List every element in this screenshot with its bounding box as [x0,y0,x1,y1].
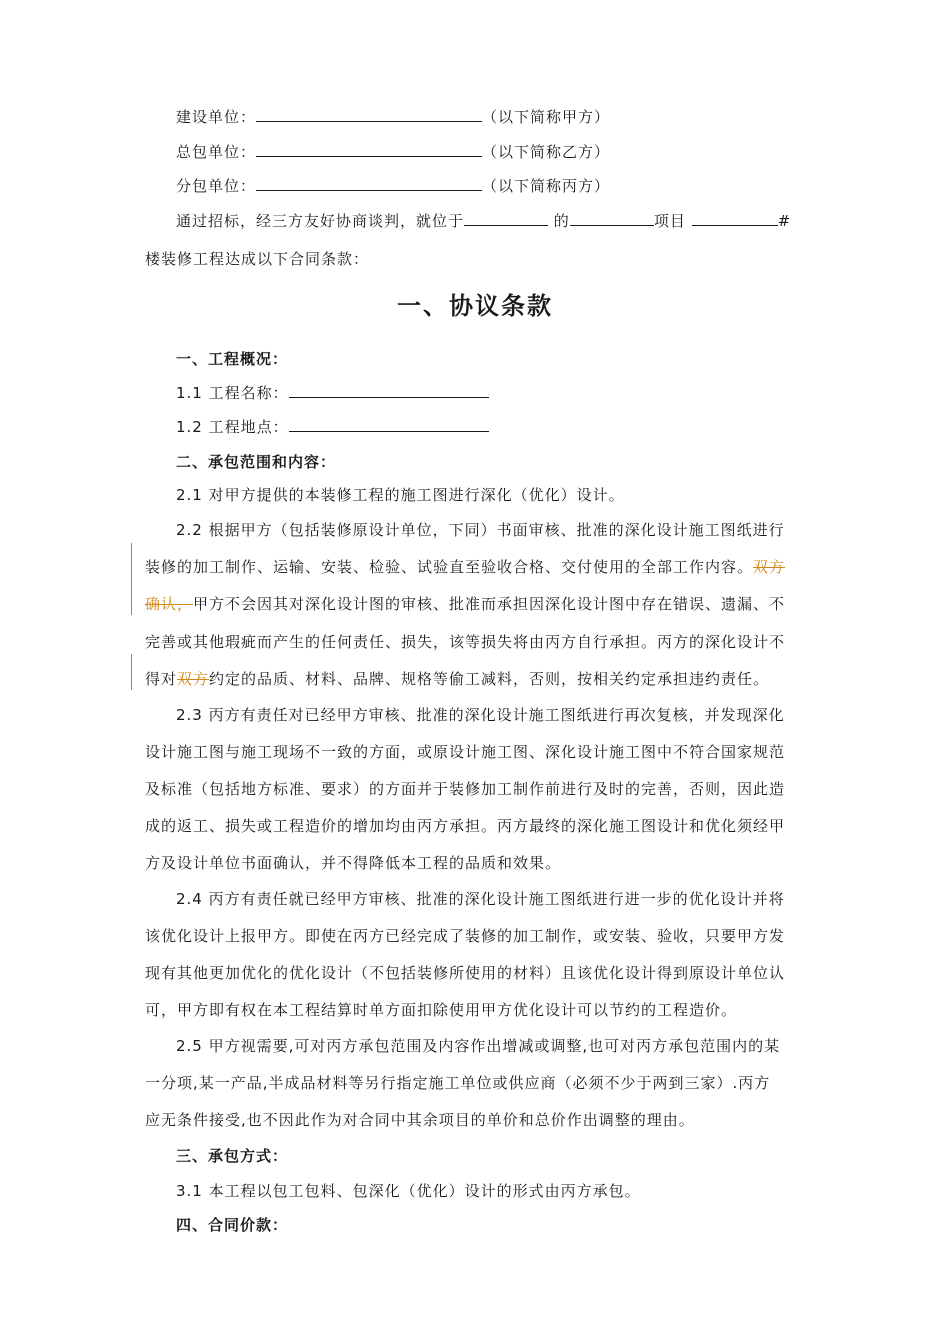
section-title: 一、协议条款 [397,292,553,320]
p23-line4: 成的返工、损失或工程造价的增加均由丙方承担。丙方最终的深化施工图设计和优化须经甲 [145,817,786,835]
s3-heading: 三、承包方式： [176,1147,289,1165]
project-name-line [176,383,856,403]
p22-line3 [145,594,825,614]
project-site-label: 1.2 工程地点： [176,418,289,436]
p24-line2: 该优化设计上报甲方。即使在丙方已经完成了装修的加工制作，或安装、验收，只要甲方发 [145,927,786,945]
p22-line1: 2.2 根据甲方（包括装修原设计单位，下同）书面审核、批准的深化设计施工图纸进行 [176,521,785,539]
sub-note: （以下简称丙方） [482,177,611,195]
p25-line3: 应无条件接受,也不因此作为对合同中其余项目的单价和总价作出调整的理由。 [145,1111,695,1129]
deleted-text-2: 确认， [145,595,194,613]
general-blank[interactable] [256,142,482,157]
s2-heading: 二、承包范围和内容： [176,453,337,471]
s1-heading: 一、工程概况： [176,350,289,368]
intro-part2: 的 [553,212,570,230]
general-note: （以下简称乙方） [482,143,611,161]
p25-line2: 一分项,某一产品,半成品材料等另行指定施工单位或供应商（必须不少于两到三家）.丙方 [145,1074,771,1092]
project-blank[interactable] [570,211,654,226]
p22-line2 [145,557,825,577]
general-contractor-line [176,142,856,162]
deleted-text-3: 双方 [177,670,210,688]
intro-part3: 项目 [653,212,686,230]
p31: 3.1 本工程以包工包料、包深化（优化）设计的形式由丙方承包。 [176,1182,641,1200]
project-site-line [176,417,856,437]
intro-part4: # [777,212,792,230]
intro-line-2: 楼装修工程达成以下合同条款： [145,250,370,268]
project-site-blank[interactable] [289,417,489,432]
revision-bar-1 [131,543,132,615]
p22-line3-text: 甲方不会因其对深化设计图的审核、批准而承担因深化设计图中存在错误、遗漏、不 [193,595,786,613]
intro-part1: 通过招标，经三方友好协商谈判，就位于 [176,212,465,230]
project-name-blank[interactable] [289,383,489,398]
p24-line3: 现有其他更加优化的优化设计（不包括装修所使用的材料）且该优化设计得到原设计单位认 [145,964,786,982]
builder-blank[interactable] [256,107,482,122]
location-blank[interactable] [464,211,548,226]
p21: 2.1 对甲方提供的本装修工程的施工图进行深化（优化）设计。 [176,486,625,504]
p25-line1: 2.5 甲方视需要,可对丙方承包范围及内容作出增减或调整,也可对丙方承包范围内的某 [176,1037,781,1055]
p24-line4: 可，甲方即有权在本工程结算时单方面扣除使用甲方优化设计可以节约的工程造价。 [145,1001,738,1019]
p24-line1: 2.4 丙方有责任就已经甲方审核、批准的深化设计施工图纸进行进一步的优化设计并将 [176,890,785,908]
p22-line5 [145,669,825,689]
p23-line2: 设计施工图与施工现场不一致的方面，或原设计施工图、深化设计施工图中不符合国家规范 [145,743,786,761]
p22-line2-text: 装修的加工制作、运输、安装、检验、试验直至验收合格、交付使用的全部工作内容。 [145,558,754,576]
p23-line1: 2.3 丙方有责任对已经甲方审核、批准的深化设计施工图纸进行再次复核，并发现深化 [176,706,785,724]
p22-line4: 完善或其他瑕疵而产生的任何责任、损失，该等损失将由丙方自行承担。丙方的深化设计不 [145,633,786,651]
builder-note: （以下简称甲方） [482,108,611,126]
p23-line5: 方及设计单位书面确认，并不得降低本工程的品质和效果。 [145,854,562,872]
builder-line [176,107,856,127]
project-name-label: 1.1 工程名称： [176,384,289,402]
sub-label: 分包单位： [176,177,257,195]
building-blank[interactable] [692,211,778,226]
p23-line3: 及标准（包括地方标准、要求）的方面并于装修加工制作前进行及时的完善，否则，因此造 [145,780,786,798]
sub-blank[interactable] [256,176,482,191]
p22-line5-b: 约定的品质、材料、品牌、规格等偷工减料，否则，按相关约定承担违约责任。 [209,670,770,688]
intro-line-1 [176,211,856,231]
p22-line5-a: 得对 [145,670,178,688]
subcontractor-line [176,176,856,196]
builder-label: 建设单位： [176,108,257,126]
general-label: 总包单位： [176,143,257,161]
revision-bar-2 [131,654,132,690]
deleted-text-1: 双方 [753,558,786,576]
s4-heading: 四、合同价款： [176,1216,289,1234]
